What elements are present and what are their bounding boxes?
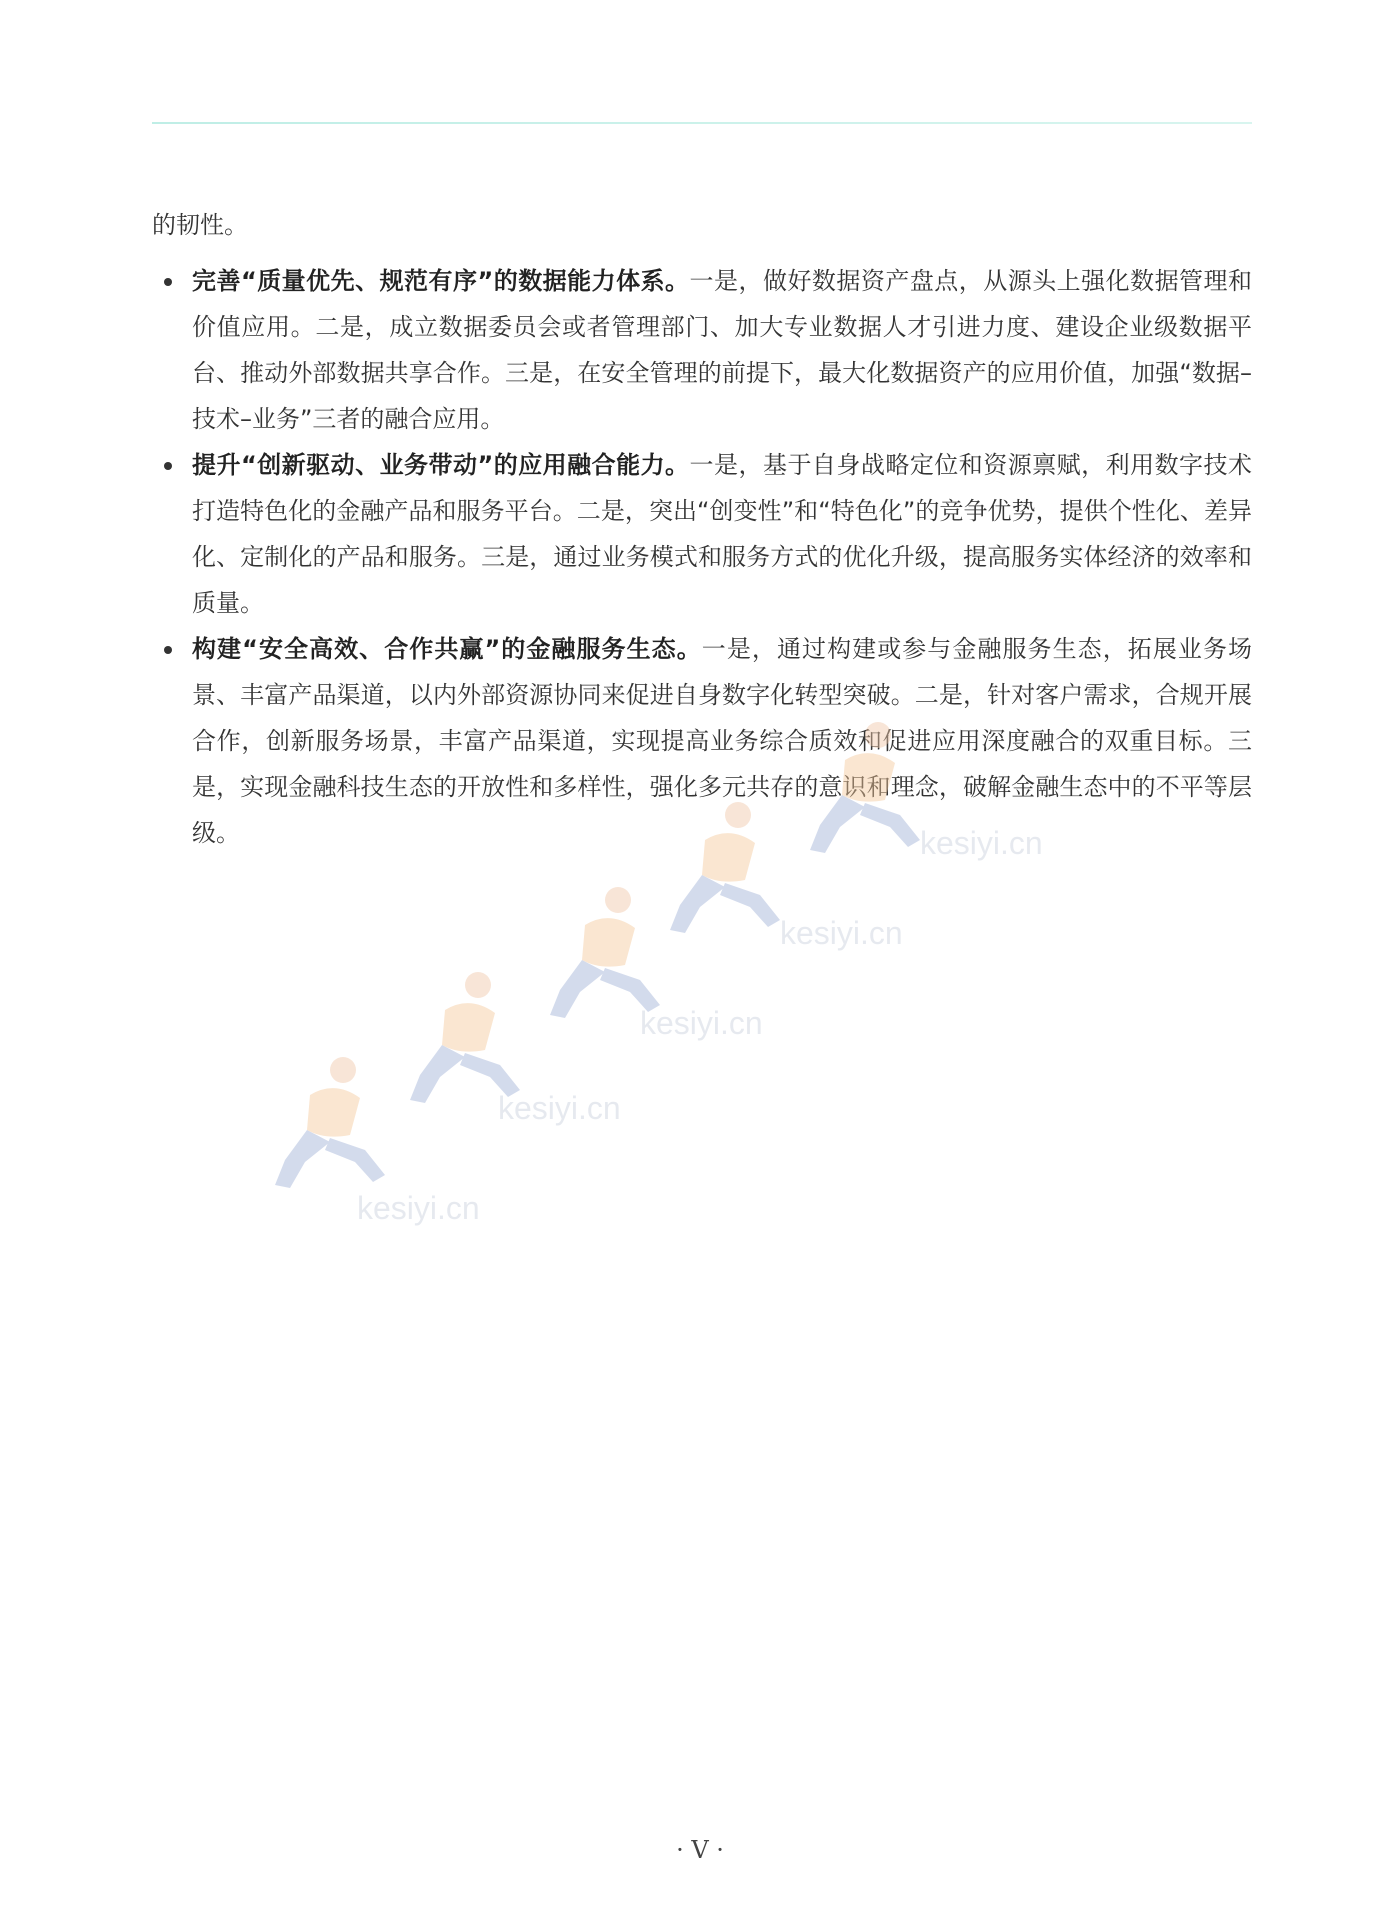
bullet-body: 一是，基于自身战略定位和资源禀赋，利用数字技术打造特色化的金融产品和服务平台。二是，突出“创变性”和“特色化”的竞争优势，提供个性化、差异化、定制化的产品和服务。三是，通过业务模式和服务方式的优化升级，提高服务实体经济的效率和质量。 <box>192 451 1253 617</box>
running-figure-icon <box>390 965 540 1115</box>
bullet-body: 一是，通过构建或参与金融服务生态，拓展业务场景、丰富产品渠道，以内外部资源协同来促进自身数字化转型突破。二是，针对客户需求，合规开展合作，创新服务场景，丰富产品渠道，实现提高业务综合质效和促进应用深度融合的双重目标。三是，实现金融科技生态的开放性和多样性，强化多元共存的意识和理念，破解金融生态中的不平等层级。 <box>192 635 1253 847</box>
bullet-item-2 <box>152 442 1252 626</box>
bullet-list <box>152 258 1252 856</box>
watermark-4 <box>380 965 680 1125</box>
running-figure-icon <box>255 1050 405 1200</box>
bullet-dot-icon <box>164 646 172 654</box>
watermark-5 <box>245 1050 545 1225</box>
bullet-title: 完善“质量优先、规范有序”的数据能力体系。 <box>192 267 690 295</box>
bullet-title: 提升“创新驱动、业务带动”的应用融合能力。 <box>192 451 690 479</box>
bullet-dot-icon <box>164 462 172 470</box>
watermark-3 <box>520 880 820 1040</box>
watermark-text: kesiyi.cn <box>920 825 1043 861</box>
bullet-item-3 <box>152 626 1252 856</box>
watermark-text: kesiyi.cn <box>640 1005 763 1041</box>
running-figure-icon <box>530 880 680 1030</box>
bullet-body: 一是，做好数据资产盘点，从源头上强化数据管理和价值应用。二是，成立数据委员会或者管理部门、加大专业数据人才引进力度、建设企业级数据平台、推动外部数据共享合作。三是，在安全管理的前提下，最大化数据资产的应用价值，加强“数据–技术–业务”三者的融合应用。 <box>192 267 1253 433</box>
watermark-text: kesiyi.cn <box>357 1190 480 1226</box>
bullet-title: 构建“安全高效、合作共赢”的金融服务生态。 <box>192 635 702 663</box>
bullet-dot-icon <box>164 278 172 286</box>
watermark-text: kesiyi.cn <box>780 915 903 951</box>
document-body <box>152 202 1252 856</box>
bullet-item-1 <box>152 258 1252 442</box>
header-rule <box>152 122 1252 124</box>
intro-fragment: 的韧性。 <box>152 211 248 239</box>
watermark-text: kesiyi.cn <box>498 1090 621 1126</box>
page-number: · V · <box>676 1836 724 1864</box>
